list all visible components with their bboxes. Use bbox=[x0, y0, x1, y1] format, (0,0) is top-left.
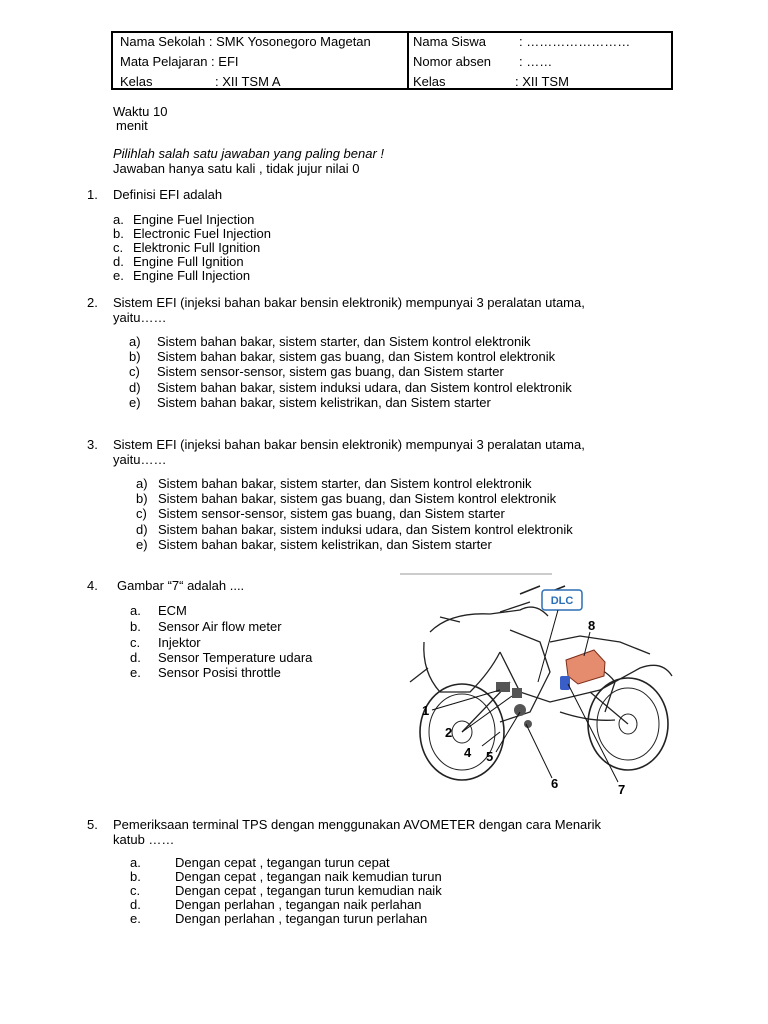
absen-value: : …… bbox=[519, 54, 553, 69]
time-line2: menit bbox=[116, 118, 148, 133]
q3-text-line2: yaitu…… bbox=[113, 452, 167, 467]
ecm-component bbox=[566, 650, 605, 684]
class-label-left: Kelas bbox=[120, 74, 153, 89]
sensor-component bbox=[560, 676, 570, 690]
q5-text-line2: katub …… bbox=[113, 832, 175, 847]
q5-text-line1: Pemeriksaan terminal TPS dengan menggunakan AVOMETER dengan cara Menarik bbox=[113, 817, 602, 832]
subject: Mata Pelajaran : EFI bbox=[120, 54, 239, 69]
label-1: 1 bbox=[422, 703, 430, 718]
q3-number: 3. bbox=[87, 437, 98, 452]
student-name-value: : …………………… bbox=[519, 34, 631, 49]
time-line1: Waktu 10 bbox=[113, 104, 168, 119]
label-6: 6 bbox=[551, 776, 559, 791]
q3-text-line1: Sistem EFI (injeksi bahan bakar bensin elektronik) mempunyai 3 peralatan utama, bbox=[113, 437, 585, 452]
motorcycle-wheels bbox=[420, 678, 668, 780]
motorcycle-body bbox=[410, 586, 672, 732]
student-name-label: Nama Siswa bbox=[413, 34, 486, 49]
class-label-right: Kelas bbox=[413, 74, 446, 89]
q4-number: 4. bbox=[87, 578, 98, 593]
label-4: 4 bbox=[464, 745, 472, 760]
absen-label: Nomor absen bbox=[413, 54, 492, 69]
school-name: Nama Sekolah : SMK Yosonegoro Magetan bbox=[120, 34, 371, 49]
label-7: 7 bbox=[618, 782, 626, 797]
instruction: Pilihlah salah satu jawaban yang paling benar ! bbox=[113, 146, 385, 161]
q2-text-line2: yaitu…… bbox=[113, 310, 167, 325]
label-5: 5 bbox=[486, 749, 494, 764]
q5-number: 5. bbox=[87, 817, 98, 832]
class-value-right: : XII TSM bbox=[515, 74, 569, 89]
label-2: 2 bbox=[445, 725, 453, 740]
motorcycle-diagram bbox=[400, 572, 690, 802]
q4-text: Gambar “7“ adalah .... bbox=[117, 578, 245, 593]
q1-text: Definisi EFI adalah bbox=[113, 187, 223, 202]
q2-text-line1: Sistem EFI (injeksi bahan bakar bensin elektronik) mempunyai 3 peralatan utama, bbox=[113, 295, 585, 310]
header-table bbox=[111, 31, 673, 90]
note: Jawaban hanya satu kali , tidak jujur nilai 0 bbox=[113, 161, 360, 176]
header-divider bbox=[407, 33, 409, 88]
q1-number: 1. bbox=[87, 187, 98, 202]
label-8: 8 bbox=[588, 618, 596, 633]
q2-number: 2. bbox=[87, 295, 98, 310]
class-value-left: : XII TSM A bbox=[215, 74, 281, 89]
dlc-label: DLC bbox=[550, 595, 574, 607]
